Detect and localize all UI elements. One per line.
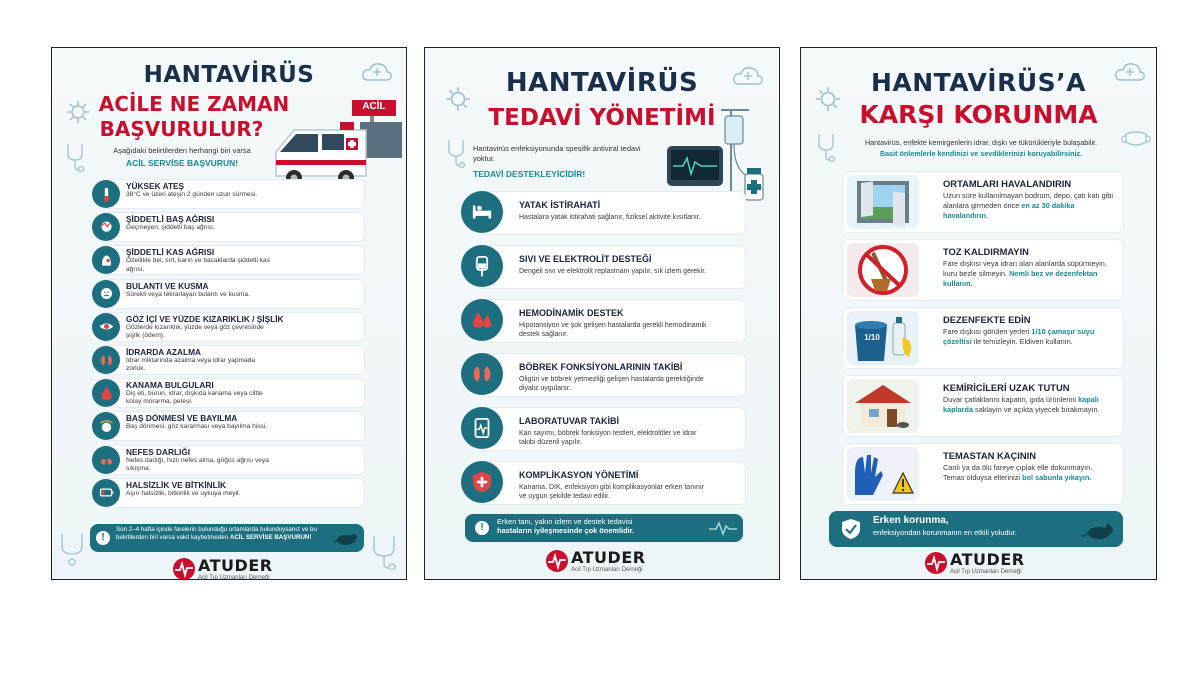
poster-treatment	[424, 47, 780, 580]
list-item	[52, 477, 407, 509]
item-title: ŞİDDETLİ KAS AĞRISI	[126, 247, 215, 258]
logo-mark	[173, 558, 195, 580]
atuder-logo	[925, 550, 1025, 575]
item-description: Gözlerde kızarıklık, yüzde veya göz çevresinde şişlik (ödem).	[126, 323, 264, 339]
info-banner	[829, 511, 1123, 547]
item-description: Özellikle bel, sırt, karın ve bacaklarda şiddetli kas ağrısı.	[126, 257, 271, 273]
list-item	[52, 410, 407, 442]
blood-drops-icon	[461, 299, 503, 341]
poster-emergency-signs	[51, 47, 407, 580]
logo-name: ATUDER	[198, 556, 273, 575]
list-item	[425, 404, 780, 454]
mouse-icon	[334, 530, 360, 551]
list-item	[52, 344, 407, 376]
item-description: Hipotansiyon ve şok gelişen hastalarda gerekli hemodinamik destek sağlanır.	[519, 322, 707, 338]
item-description: İdrar miktarında azalma veya idrar yapmada zorluk.	[126, 357, 255, 373]
item-description	[943, 191, 1115, 221]
medical-shield-icon	[461, 461, 503, 503]
banner-callout: ACİL SERVİSE BAŞVURUN!	[229, 533, 312, 541]
item-description: Diş eti, burun, idrar, dışkıda kanama veya ciltte kolay morarma, peteşi.	[126, 390, 263, 406]
stethoscope-icon	[58, 532, 86, 573]
page-title: HANTAVİRÜS	[143, 62, 315, 88]
item-description: Baş dönmesi, göz kararması veya bayılma hissi.	[126, 423, 268, 431]
item-title: ORTAMLARI HAVALANDIRIN	[943, 178, 1072, 189]
mouse-icon	[1081, 521, 1117, 546]
list-item	[801, 170, 1157, 234]
banner-callout: hastaların iyileşmesinde çok önemlidir.	[497, 526, 635, 536]
gloves-warning-icon	[847, 447, 919, 501]
list-item	[52, 211, 407, 243]
item-description: Aşırı halsizlik, bitkinlik ve uykuya meyil.	[126, 489, 241, 497]
nausea-icon	[92, 280, 120, 308]
item-title: İDRARDA AZALMA	[126, 347, 201, 357]
list-item	[52, 278, 407, 310]
red-eye-icon	[92, 313, 120, 341]
alert-banner	[465, 514, 743, 542]
item-description	[943, 327, 1115, 347]
item-description: Kanama, DIK, enfeksiyon gibi komplikasyonlar erken tanınır ve uygun şekilde tedavi edilir.	[519, 484, 705, 500]
stethoscope-icon	[64, 142, 86, 177]
page-subtitle-line1: ACİLE NE ZAMAN	[98, 92, 290, 116]
lab-clipboard-icon	[461, 407, 503, 449]
kidneys-icon	[461, 353, 503, 395]
lungs-icon	[92, 446, 120, 474]
iv-bag-icon	[461, 245, 503, 287]
stethoscope-icon	[370, 534, 398, 575]
list-item	[425, 458, 780, 508]
list-item	[801, 374, 1157, 438]
stethoscope-icon	[445, 138, 467, 173]
item-title: BAŞ DÖNMESİ VE BAYILMA	[126, 413, 238, 424]
item-description: Geçmeyen, şiddetli baş ağrısı.	[126, 224, 215, 232]
item-title: NEFES DARLIĞI	[126, 446, 191, 457]
banner-body: Erken tanı, yakın izlem ve destek tedavisi	[497, 517, 633, 526]
banner-text	[497, 517, 697, 536]
item-description: Nefes darlığı, hızlı nefes alma, göğüs ağrısı veya sıkışma.	[126, 456, 269, 472]
headache-icon	[92, 213, 120, 241]
atuder-logo	[546, 548, 646, 573]
logo-subtitle: Acil Tıp Uzmanları Derneği	[571, 567, 643, 573]
alert-banner	[90, 524, 364, 552]
list-item	[52, 377, 407, 409]
intro-text: Aşağıdaki belirtilerden herhangi biri varsa	[113, 146, 251, 155]
intro-callout: TEDAVİ DESTEKLEYİCİDİR!	[473, 169, 586, 179]
list-item	[425, 242, 780, 292]
item-description: Hastalara yatak istirahati sağlanır, fiziksel aktivite kısıtlanır.	[519, 214, 701, 221]
item-title: BÖBREK FONKSİYONLARININ TAKİBİ	[519, 362, 683, 372]
list-item	[425, 296, 780, 346]
item-title: GÖZ İÇİ VE YÜZDE KIZARIKLIK / ŞİŞLİK	[126, 313, 284, 324]
description-text: Fare dışkısı veya idrarı olan alanlarda süpürmeyin, kuru bezle silmeyin.	[943, 259, 1107, 278]
item-title: SIVI VE ELEKTROLİT DESTEĞİ	[519, 254, 652, 264]
item-title: TEMASTAN KAÇININ	[943, 450, 1037, 461]
item-title: HEMODİNAMİK DESTEK	[519, 308, 624, 318]
intro-text: Hantavirüs enfeksiyonunda spesifik antiviral tedavi yoktur.	[473, 144, 641, 163]
item-description	[943, 395, 1115, 415]
item-description	[943, 259, 1115, 289]
list-item	[52, 178, 407, 210]
item-title: KANAMA BULGULARI	[126, 380, 214, 391]
description-highlight: en az 30 dakika havalandırın.	[943, 201, 1075, 220]
page-title: HANTAVİRÜS’A	[870, 68, 1086, 97]
item-description: Oligüri ve böbrek yetmezliği gelişen hastalarda gerektiğinde diyaliz uygulanır.	[519, 376, 704, 392]
item-title: LABORATUVAR TAKİBİ	[519, 416, 619, 426]
item-title: KEMİRİCİLERİ UZAK TUTUN	[943, 382, 1070, 393]
list-item	[52, 311, 407, 343]
logo-mark	[546, 550, 568, 572]
logo-subtitle: Acil Tıp Uzmanları Derneği	[198, 575, 270, 580]
intro-text: Hantavirüs, enfekte kemirgenlerin idrar, dışkı ve tükürükleriyle bulaşabilir.	[864, 138, 1098, 147]
description-text: saklayın ve açıkta yiyecek bırakmayın.	[973, 405, 1100, 414]
item-description: Sürekli veya tekrarlayan bulantı ve kusma.	[126, 290, 250, 298]
ambulance-sign-label: ACİL	[362, 101, 386, 112]
open-window-icon	[847, 175, 919, 229]
shield-check-icon	[841, 518, 861, 545]
item-title: TOZ KALDIRMAYIN	[943, 246, 1029, 257]
description-highlight: kapalı kaplarda	[943, 395, 1099, 414]
logo-subtitle: Acil Tıp Uzmanları Derneği	[950, 569, 1022, 575]
item-description	[943, 463, 1115, 483]
intro-callout: ACİL SERVİSE BAŞVURUN!	[125, 158, 239, 168]
item-title: BULANTI VE KUSMA	[126, 280, 209, 291]
page-title: HANTAVİRÜS	[505, 68, 699, 98]
banner-body: Son 2–4 hafta içinde farelerin bulunduğu ortamlarda bulunduysanız ve bu belirtilerden biri varsa vakit kaybetmeden	[116, 526, 317, 541]
list-item	[801, 306, 1157, 370]
logo-mark	[925, 552, 947, 574]
item-description: Dengeli sıvı ve elektrolit replasmanı yapılır, sık izlem gerekir.	[519, 268, 707, 275]
exclamation-icon: !	[475, 521, 489, 535]
logo-name: ATUDER	[950, 550, 1025, 569]
logo-name: ATUDER	[571, 548, 646, 567]
list-item	[801, 442, 1157, 506]
page-subtitle: TEDAVİ YÖNETİMİ	[488, 105, 716, 131]
blood-drop-icon	[92, 379, 120, 407]
description-highlight: Nemli bez ve dezenfektan kullanın.	[943, 269, 1098, 288]
item-description: Kan sayımı, böbrek fonksiyon testleri, elektrolitler ve idrar takibi düzenli yapılır.	[519, 430, 697, 446]
banner-body: enfeksiyondan korunmanın en etkili yoludur.	[873, 528, 1017, 537]
description-highlight: bol sabunla yıkayın.	[1022, 473, 1092, 482]
description-text: Fare dışkısı görülen yerleri	[943, 327, 1032, 336]
no-sweeping-icon	[847, 243, 919, 297]
hospital-bed-icon	[461, 191, 503, 233]
bleach-bucket-icon	[847, 311, 919, 365]
heartbeat-icon	[709, 520, 737, 541]
kidney-icon	[92, 346, 120, 374]
banner-callout: Erken korunma,	[873, 515, 949, 526]
banner-text	[873, 515, 1073, 537]
house-mouse-icon	[847, 379, 919, 433]
description-text: Duvar çatlaklarını kapatın, gıda ürünlerini	[943, 395, 1079, 404]
item-title: DEZENFEKTE EDİN	[943, 314, 1031, 325]
page-subtitle: KARŞI KORUNMA	[859, 100, 1098, 129]
list-item	[52, 444, 407, 476]
bucket-label: 1/10	[864, 333, 880, 342]
description-text: Uzun süre kullanılmayan bodrum, depo, çatı katı gibi alanlara girmeden önce	[943, 191, 1113, 210]
intro-callout: Basit önlemlerle kendinizi ve sevdiklerinizi koruyabilirsiniz.	[879, 149, 1083, 158]
description-text: ile temizleyin. Eldiven kullanın.	[971, 337, 1073, 346]
poster-prevention	[800, 47, 1157, 580]
exclamation-icon: !	[96, 531, 110, 545]
atuder-logo	[173, 556, 273, 580]
list-item	[425, 188, 780, 238]
description-text: Canlı ya da ölü fareye çıplak elle dokunmayın. Temas olduysa ellerinizi	[943, 463, 1093, 482]
item-description: 38°C ve üzeri ateşin 2 günden uzun sürmesi.	[126, 191, 258, 198]
list-item	[801, 238, 1157, 302]
item-title: KOMPLİKASYON YÖNETİMİ	[519, 470, 639, 480]
page-subtitle-line2: BAŞVURULUR?	[99, 117, 264, 141]
item-title: YATAK İSTİRAHATİ	[519, 200, 601, 210]
low-battery-icon	[92, 479, 120, 507]
banner-text	[116, 526, 328, 541]
item-title: ŞİDDETLİ BAŞ AĞRISI	[126, 214, 215, 225]
thermometer-icon	[92, 180, 120, 208]
description-highlight: 1/10 çamaşır suyu çözeltisi	[943, 327, 1095, 346]
ambulance-icon	[270, 98, 406, 188]
item-title: YÜKSEK ATEŞ	[126, 181, 185, 191]
list-item	[52, 244, 407, 276]
item-title: HALSİZLİK VE BİTKİNLİK	[126, 479, 227, 490]
list-item	[425, 350, 780, 400]
